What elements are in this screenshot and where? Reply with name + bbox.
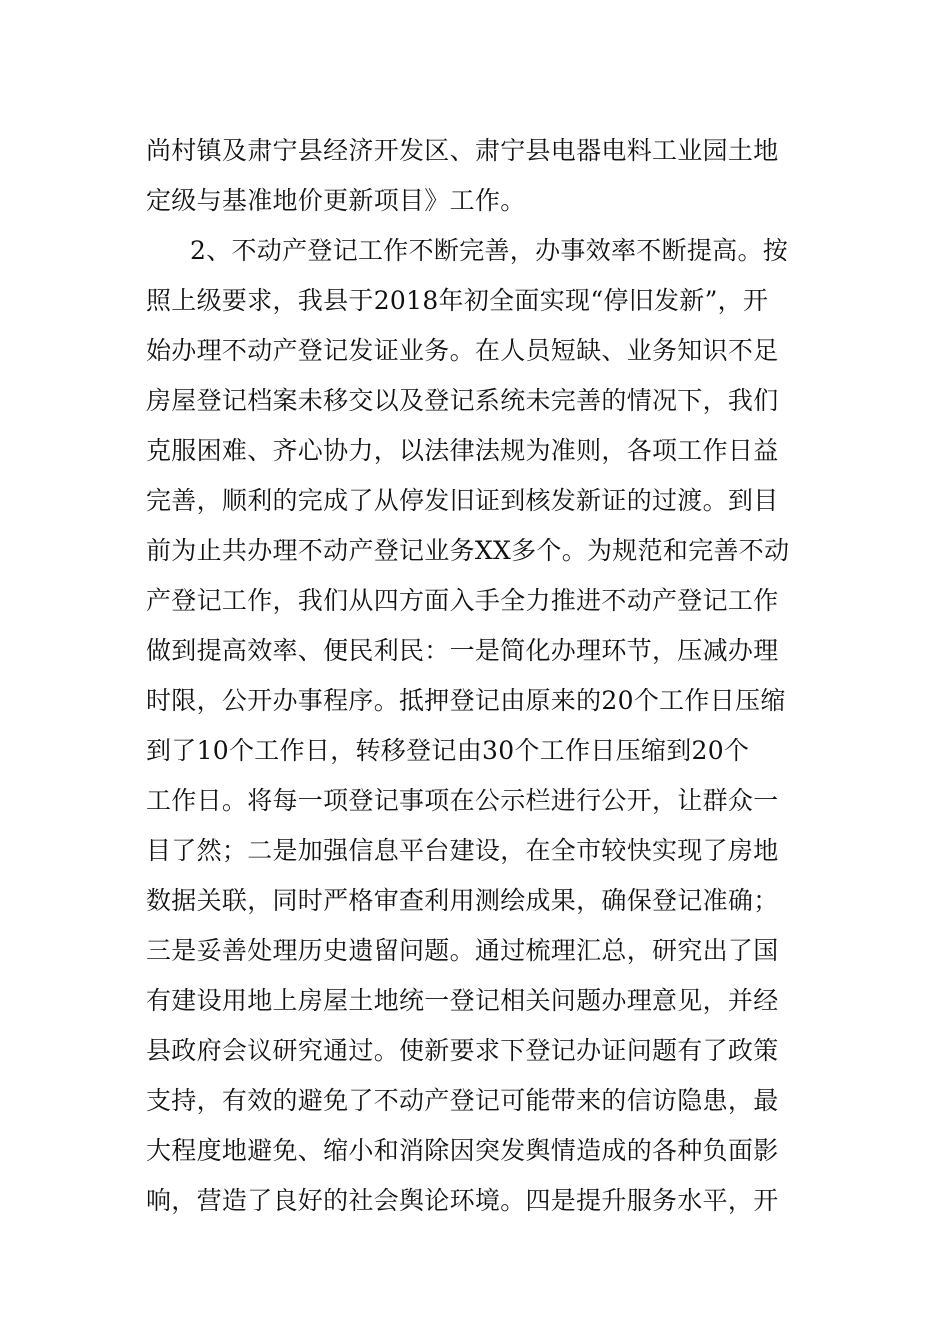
text-line: 支持，有效的避免了不动产登记可能带来的信访隐患，最 bbox=[146, 1086, 779, 1115]
text-line: 时限，公开办事程序。抵押登记由原来的20个工作日压缩 bbox=[146, 686, 786, 715]
text-line: 响，营造了良好的社会舆论环境。四是提升服务水平，开 bbox=[146, 1186, 779, 1215]
text-line: 照上级要求，我县于2018年初全面实现“停旧发新”，开 bbox=[146, 286, 769, 315]
paragraph-start-line: 2、不动产登记工作不断完善，办事效率不断提高。按 bbox=[190, 236, 789, 265]
text-line: 大程度地避免、缩小和消除因突发舆情造成的各种负面影 bbox=[146, 1136, 779, 1165]
text-line: 产登记工作，我们从四方面入手全力推进不动产登记工作 bbox=[146, 586, 779, 615]
text-line: 县政府会议研究通过。使新要求下登记办证问题有了政策 bbox=[146, 1036, 779, 1065]
text-line: 克服困难、齐心协力，以法律法规为准则，各项工作日益 bbox=[146, 436, 779, 465]
body-text bbox=[146, 126, 810, 1226]
text-line: 始办理不动产登记发证业务。在人员短缺、业务知识不足 bbox=[146, 336, 779, 365]
text-line: 到了10个工作日，转移登记由30个工作日压缩到20个 bbox=[146, 736, 750, 765]
text-line: 目了然；二是加强信息平台建设，在全市较快实现了房地 bbox=[146, 836, 779, 865]
text-line: 完善，顺利的完成了从停发旧证到核发新证的过渡。到目 bbox=[146, 486, 779, 515]
text-line: 工作日。将每一项登记事项在公示栏进行公开，让群众一 bbox=[146, 786, 779, 815]
text-line: 尚村镇及肃宁县经济开发区、肃宁县电器电料工业园土地 bbox=[146, 136, 779, 165]
text-line: 有建设用地上房屋土地统一登记相关问题办理意见，并经 bbox=[146, 986, 779, 1015]
text-line: 三是妥善处理历史遗留问题。通过梳理汇总，研究出了国 bbox=[146, 936, 779, 965]
text-line: 房屋登记档案未移交以及登记系统未完善的情况下，我们 bbox=[146, 386, 779, 415]
text-line: 前为止共办理不动产登记业务XX多个。为规范和完善不动 bbox=[146, 536, 790, 565]
text-line: 做到提高效率、便民利民：一是简化办理环节，压减办理 bbox=[146, 636, 779, 665]
text-line: 数据关联，同时严格审查利用测绘成果，确保登记准确； bbox=[146, 886, 779, 915]
text-line: 定级与基准地价更新项目》工作。 bbox=[146, 186, 526, 215]
